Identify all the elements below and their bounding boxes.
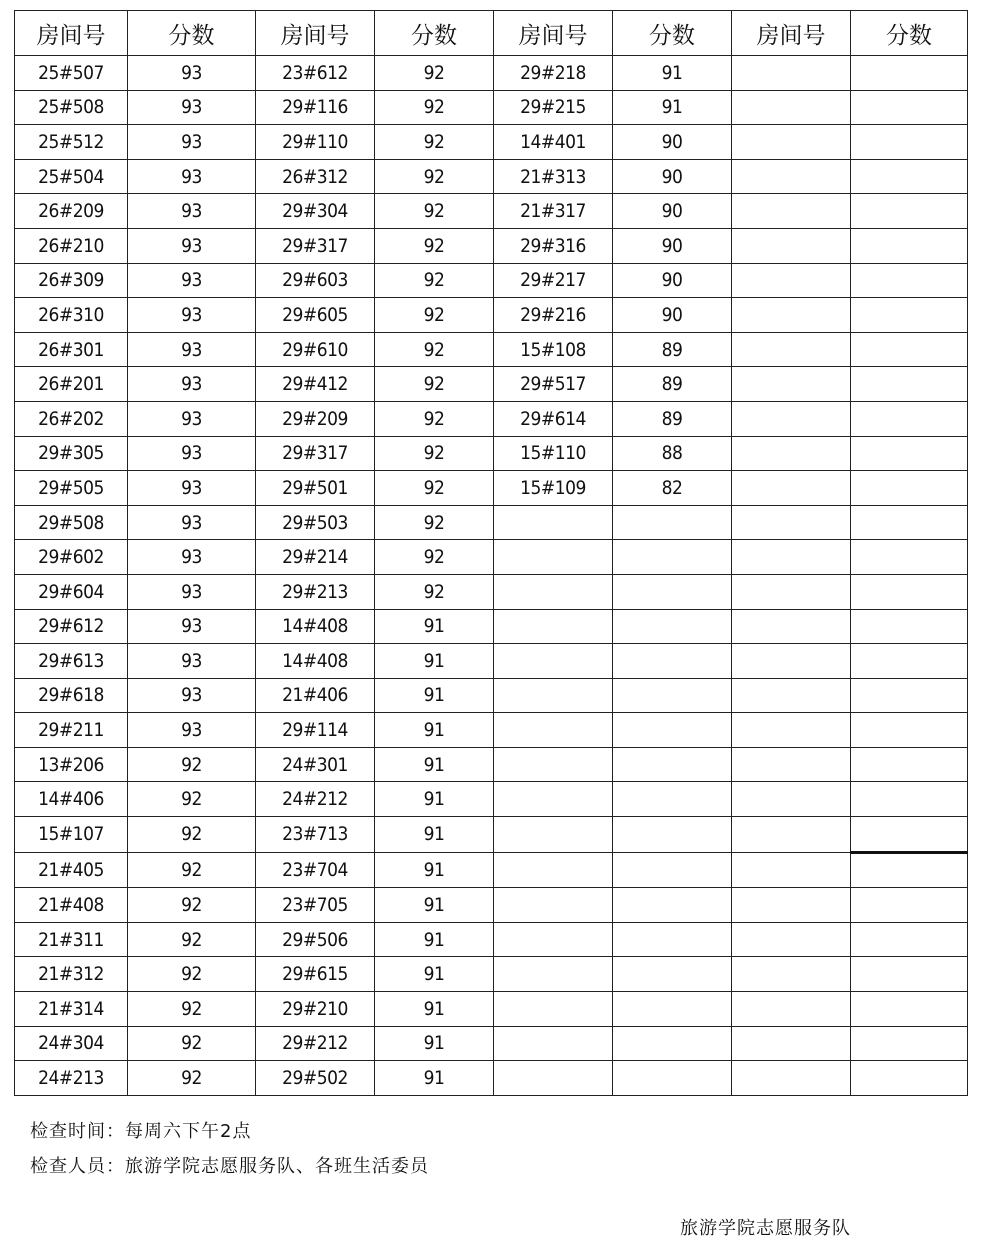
- score-cell: [851, 1061, 968, 1096]
- score-cell: 92: [375, 574, 494, 609]
- room-number-cell: 13#206: [15, 747, 128, 782]
- table-row: [15, 888, 968, 923]
- table-row: [15, 747, 968, 782]
- room-number-cell: 29#216: [494, 298, 613, 333]
- score-cell: [851, 713, 968, 748]
- header-score-2: 分数: [375, 11, 494, 56]
- room-number-cell: 23#705: [256, 888, 375, 923]
- score-cell: 92: [375, 56, 494, 91]
- table-row: [15, 298, 968, 333]
- header-score-1: 分数: [128, 11, 256, 56]
- room-number-cell: 26#209: [15, 194, 128, 229]
- score-cell: 93: [128, 194, 256, 229]
- score-cell: [851, 609, 968, 644]
- table-row: [15, 852, 968, 888]
- score-cell: 91: [375, 957, 494, 992]
- score-cell: 90: [613, 125, 732, 160]
- room-number-cell: 29#209: [256, 401, 375, 436]
- table-row: [15, 228, 968, 263]
- room-number-cell: [732, 194, 851, 229]
- score-cell: 92: [128, 992, 256, 1027]
- score-cell: [851, 332, 968, 367]
- room-number-cell: 29#614: [494, 401, 613, 436]
- score-cell: [851, 471, 968, 506]
- score-cell: [851, 367, 968, 402]
- room-number-cell: 29#114: [256, 713, 375, 748]
- room-number-cell: [732, 367, 851, 402]
- room-number-cell: 29#305: [15, 436, 128, 471]
- room-number-cell: [494, 644, 613, 679]
- room-number-cell: 29#604: [15, 574, 128, 609]
- score-cell: 92: [375, 540, 494, 575]
- table-row: [15, 540, 968, 575]
- room-number-cell: 21#317: [494, 194, 613, 229]
- room-number-cell: 29#618: [15, 678, 128, 713]
- room-number-cell: [732, 1061, 851, 1096]
- header-score-3: 分数: [613, 11, 732, 56]
- room-number-cell: 14#401: [494, 125, 613, 160]
- score-cell: [851, 852, 968, 888]
- table-row: [15, 90, 968, 125]
- score-cell: 92: [128, 747, 256, 782]
- room-number-cell: [732, 505, 851, 540]
- score-cell: [613, 713, 732, 748]
- score-cell: 91: [375, 747, 494, 782]
- score-cell: 92: [128, 817, 256, 853]
- room-number-cell: 29#613: [15, 644, 128, 679]
- score-cell: [851, 194, 968, 229]
- room-number-cell: 24#301: [256, 747, 375, 782]
- table-row: [15, 332, 968, 367]
- room-number-cell: 21#314: [15, 992, 128, 1027]
- score-cell: 90: [613, 228, 732, 263]
- room-number-cell: [494, 957, 613, 992]
- header-room-3: 房间号: [494, 11, 613, 56]
- score-cell: 91: [375, 644, 494, 679]
- score-cell: 93: [128, 263, 256, 298]
- score-cell: 91: [375, 992, 494, 1027]
- room-number-cell: [494, 747, 613, 782]
- room-number-cell: [494, 782, 613, 817]
- score-cell: 92: [128, 1061, 256, 1096]
- score-cell: 92: [375, 125, 494, 160]
- room-number-cell: [732, 678, 851, 713]
- room-number-cell: [732, 90, 851, 125]
- table-row: [15, 678, 968, 713]
- room-number-cell: 29#304: [256, 194, 375, 229]
- room-number-cell: 29#116: [256, 90, 375, 125]
- score-cell: 91: [375, 922, 494, 957]
- score-cell: [613, 540, 732, 575]
- score-cell: [613, 957, 732, 992]
- room-number-cell: 29#602: [15, 540, 128, 575]
- score-cell: 91: [375, 713, 494, 748]
- score-cell: [851, 957, 968, 992]
- score-cell: 92: [375, 194, 494, 229]
- room-number-cell: 21#408: [15, 888, 128, 923]
- room-number-cell: [494, 609, 613, 644]
- room-number-cell: [732, 609, 851, 644]
- room-number-cell: 29#508: [15, 505, 128, 540]
- room-number-cell: 29#506: [256, 922, 375, 957]
- room-number-cell: [732, 298, 851, 333]
- room-number-cell: [732, 56, 851, 91]
- header-row: [15, 11, 968, 56]
- table-row: [15, 125, 968, 160]
- score-table: [14, 10, 968, 1096]
- room-number-cell: 29#505: [15, 471, 128, 506]
- room-number-cell: 29#615: [256, 957, 375, 992]
- score-cell: 92: [375, 471, 494, 506]
- score-cell: 92: [375, 401, 494, 436]
- table-row: [15, 817, 968, 853]
- room-number-cell: 29#501: [256, 471, 375, 506]
- score-cell: 91: [375, 609, 494, 644]
- score-cell: [613, 574, 732, 609]
- score-cell: 92: [128, 852, 256, 888]
- table-row: [15, 574, 968, 609]
- score-cell: 93: [128, 90, 256, 125]
- score-cell: 92: [375, 263, 494, 298]
- score-cell: [851, 505, 968, 540]
- score-cell: 92: [128, 957, 256, 992]
- room-number-cell: 26#201: [15, 367, 128, 402]
- score-cell: 92: [128, 922, 256, 957]
- table-row: [15, 922, 968, 957]
- room-number-cell: 29#211: [15, 713, 128, 748]
- score-cell: 91: [375, 678, 494, 713]
- table-row: [15, 367, 968, 402]
- header-room-4: 房间号: [732, 11, 851, 56]
- score-cell: 88: [613, 436, 732, 471]
- room-number-cell: [732, 332, 851, 367]
- score-cell: [851, 644, 968, 679]
- score-cell: [851, 90, 968, 125]
- room-number-cell: 29#503: [256, 505, 375, 540]
- room-number-cell: 24#212: [256, 782, 375, 817]
- room-number-cell: [732, 540, 851, 575]
- room-number-cell: 26#202: [15, 401, 128, 436]
- score-cell: 92: [375, 436, 494, 471]
- score-cell: 82: [613, 471, 732, 506]
- score-cell: [613, 888, 732, 923]
- score-cell: 92: [128, 1026, 256, 1061]
- room-number-cell: [732, 263, 851, 298]
- room-number-cell: 29#316: [494, 228, 613, 263]
- header-score-4: 分数: [851, 11, 968, 56]
- score-cell: [851, 401, 968, 436]
- table-row: [15, 1061, 968, 1096]
- score-cell: 93: [128, 298, 256, 333]
- table-row: [15, 194, 968, 229]
- room-number-cell: [494, 992, 613, 1027]
- room-number-cell: 29#610: [256, 332, 375, 367]
- room-number-cell: [732, 817, 851, 853]
- room-number-cell: 15#109: [494, 471, 613, 506]
- room-number-cell: 25#512: [15, 125, 128, 160]
- room-number-cell: [732, 1026, 851, 1061]
- score-cell: 91: [375, 888, 494, 923]
- score-cell: 91: [375, 1026, 494, 1061]
- score-cell: 92: [375, 298, 494, 333]
- room-number-cell: 29#217: [494, 263, 613, 298]
- score-cell: 92: [375, 159, 494, 194]
- score-cell: [613, 922, 732, 957]
- score-cell: [613, 992, 732, 1027]
- score-cell: 93: [128, 228, 256, 263]
- room-number-cell: 25#508: [15, 90, 128, 125]
- room-number-cell: [494, 1026, 613, 1061]
- score-cell: [613, 644, 732, 679]
- table-row: [15, 609, 968, 644]
- room-number-cell: 21#313: [494, 159, 613, 194]
- score-cell: 93: [128, 540, 256, 575]
- room-number-cell: [494, 505, 613, 540]
- score-cell: [613, 609, 732, 644]
- room-number-cell: 29#317: [256, 436, 375, 471]
- score-cell: [613, 782, 732, 817]
- score-cell: [851, 540, 968, 575]
- room-number-cell: 29#317: [256, 228, 375, 263]
- score-cell: [851, 263, 968, 298]
- score-cell: 93: [128, 574, 256, 609]
- score-cell: 91: [375, 782, 494, 817]
- table-row: [15, 56, 968, 91]
- room-number-cell: 24#304: [15, 1026, 128, 1061]
- score-cell: 90: [613, 194, 732, 229]
- room-number-cell: 26#312: [256, 159, 375, 194]
- room-number-cell: 29#502: [256, 1061, 375, 1096]
- score-cell: 93: [128, 678, 256, 713]
- room-number-cell: [732, 644, 851, 679]
- room-number-cell: [732, 852, 851, 888]
- score-cell: [851, 159, 968, 194]
- room-number-cell: [494, 574, 613, 609]
- score-cell: [613, 1061, 732, 1096]
- room-number-cell: 29#213: [256, 574, 375, 609]
- table-row: [15, 263, 968, 298]
- table-row: [15, 505, 968, 540]
- score-cell: [613, 817, 732, 853]
- score-cell: 93: [128, 505, 256, 540]
- score-cell: [613, 505, 732, 540]
- table-row: [15, 713, 968, 748]
- score-cell: [851, 678, 968, 713]
- score-cell: 93: [128, 125, 256, 160]
- room-number-cell: 23#704: [256, 852, 375, 888]
- score-cell: 90: [613, 159, 732, 194]
- room-number-cell: 15#110: [494, 436, 613, 471]
- room-number-cell: 15#107: [15, 817, 128, 853]
- room-number-cell: [494, 817, 613, 853]
- room-number-cell: 26#210: [15, 228, 128, 263]
- room-number-cell: [732, 125, 851, 160]
- score-cell: [851, 298, 968, 333]
- room-number-cell: 14#408: [256, 609, 375, 644]
- room-number-cell: 29#214: [256, 540, 375, 575]
- score-cell: [851, 56, 968, 91]
- score-cell: [851, 228, 968, 263]
- score-cell: 90: [613, 298, 732, 333]
- room-number-cell: 29#218: [494, 56, 613, 91]
- room-number-cell: 29#110: [256, 125, 375, 160]
- room-number-cell: 26#309: [15, 263, 128, 298]
- score-cell: 89: [613, 332, 732, 367]
- score-cell: [613, 747, 732, 782]
- room-number-cell: 25#507: [15, 56, 128, 91]
- room-number-cell: [494, 922, 613, 957]
- score-cell: 93: [128, 332, 256, 367]
- score-cell: 93: [128, 159, 256, 194]
- score-cell: 92: [375, 367, 494, 402]
- room-number-cell: [494, 852, 613, 888]
- room-number-cell: [732, 747, 851, 782]
- room-number-cell: [732, 957, 851, 992]
- score-cell: 92: [128, 888, 256, 923]
- room-number-cell: [732, 782, 851, 817]
- table-row: [15, 436, 968, 471]
- room-number-cell: 21#406: [256, 678, 375, 713]
- room-number-cell: 23#612: [256, 56, 375, 91]
- room-number-cell: [732, 436, 851, 471]
- score-cell: 90: [613, 263, 732, 298]
- score-cell: [613, 1026, 732, 1061]
- room-number-cell: 21#311: [15, 922, 128, 957]
- score-cell: [851, 888, 968, 923]
- score-cell: 93: [128, 436, 256, 471]
- room-number-cell: 29#212: [256, 1026, 375, 1061]
- room-number-cell: [732, 713, 851, 748]
- inspection-people: 检查人员：旅游学院志愿服务队、各班生活委员: [30, 1156, 429, 1177]
- room-number-cell: 29#517: [494, 367, 613, 402]
- score-cell: [851, 747, 968, 782]
- table-row: [15, 957, 968, 992]
- room-number-cell: 23#713: [256, 817, 375, 853]
- score-cell: 93: [128, 367, 256, 402]
- score-cell: [851, 992, 968, 1027]
- score-cell: [851, 574, 968, 609]
- room-number-cell: [494, 540, 613, 575]
- room-number-cell: 14#406: [15, 782, 128, 817]
- score-cell: 91: [613, 56, 732, 91]
- room-number-cell: 29#603: [256, 263, 375, 298]
- score-cell: 93: [128, 401, 256, 436]
- table-row: [15, 644, 968, 679]
- score-cell: 92: [375, 332, 494, 367]
- header-room-1: 房间号: [15, 11, 128, 56]
- room-number-cell: [732, 401, 851, 436]
- score-cell: 91: [375, 1061, 494, 1096]
- room-number-cell: 24#213: [15, 1061, 128, 1096]
- room-number-cell: [732, 992, 851, 1027]
- score-cell: 93: [128, 609, 256, 644]
- score-cell: 89: [613, 367, 732, 402]
- score-cell: [851, 125, 968, 160]
- table-body: [15, 56, 968, 1096]
- room-number-cell: [732, 471, 851, 506]
- room-number-cell: 26#310: [15, 298, 128, 333]
- signature: 旅游学院志愿服务队: [680, 1218, 851, 1239]
- room-number-cell: [494, 1061, 613, 1096]
- score-cell: 91: [613, 90, 732, 125]
- score-cell: [851, 782, 968, 817]
- room-number-cell: [732, 574, 851, 609]
- score-cell: 91: [375, 817, 494, 853]
- score-cell: 93: [128, 471, 256, 506]
- table-row: [15, 159, 968, 194]
- score-cell: 92: [375, 90, 494, 125]
- score-cell: 93: [128, 56, 256, 91]
- room-number-cell: 25#504: [15, 159, 128, 194]
- score-cell: 93: [128, 713, 256, 748]
- room-number-cell: [732, 159, 851, 194]
- score-cell: [613, 678, 732, 713]
- room-number-cell: [494, 888, 613, 923]
- table-row: [15, 992, 968, 1027]
- score-cell: [851, 436, 968, 471]
- table-row: [15, 1026, 968, 1061]
- score-cell: 92: [375, 228, 494, 263]
- score-cell: [851, 1026, 968, 1061]
- room-number-cell: 21#312: [15, 957, 128, 992]
- header-room-2: 房间号: [256, 11, 375, 56]
- room-number-cell: [732, 922, 851, 957]
- room-number-cell: 29#215: [494, 90, 613, 125]
- room-number-cell: 14#408: [256, 644, 375, 679]
- room-number-cell: 29#412: [256, 367, 375, 402]
- room-number-cell: 21#405: [15, 852, 128, 888]
- room-number-cell: [732, 228, 851, 263]
- room-number-cell: 29#210: [256, 992, 375, 1027]
- score-cell: [851, 922, 968, 957]
- score-cell: 89: [613, 401, 732, 436]
- room-number-cell: [732, 888, 851, 923]
- room-number-cell: 29#612: [15, 609, 128, 644]
- score-cell: [613, 852, 732, 888]
- room-number-cell: 29#605: [256, 298, 375, 333]
- room-number-cell: 15#108: [494, 332, 613, 367]
- score-cell: 91: [375, 852, 494, 888]
- inspection-time: 检查时间：每周六下午2点: [30, 1121, 252, 1142]
- room-number-cell: [494, 713, 613, 748]
- score-cell: [851, 817, 968, 853]
- score-cell: 93: [128, 644, 256, 679]
- table-row: [15, 471, 968, 506]
- room-number-cell: 26#301: [15, 332, 128, 367]
- table-row: [15, 401, 968, 436]
- score-cell: 92: [375, 505, 494, 540]
- score-cell: 92: [128, 782, 256, 817]
- table-row: [15, 782, 968, 817]
- room-number-cell: [494, 678, 613, 713]
